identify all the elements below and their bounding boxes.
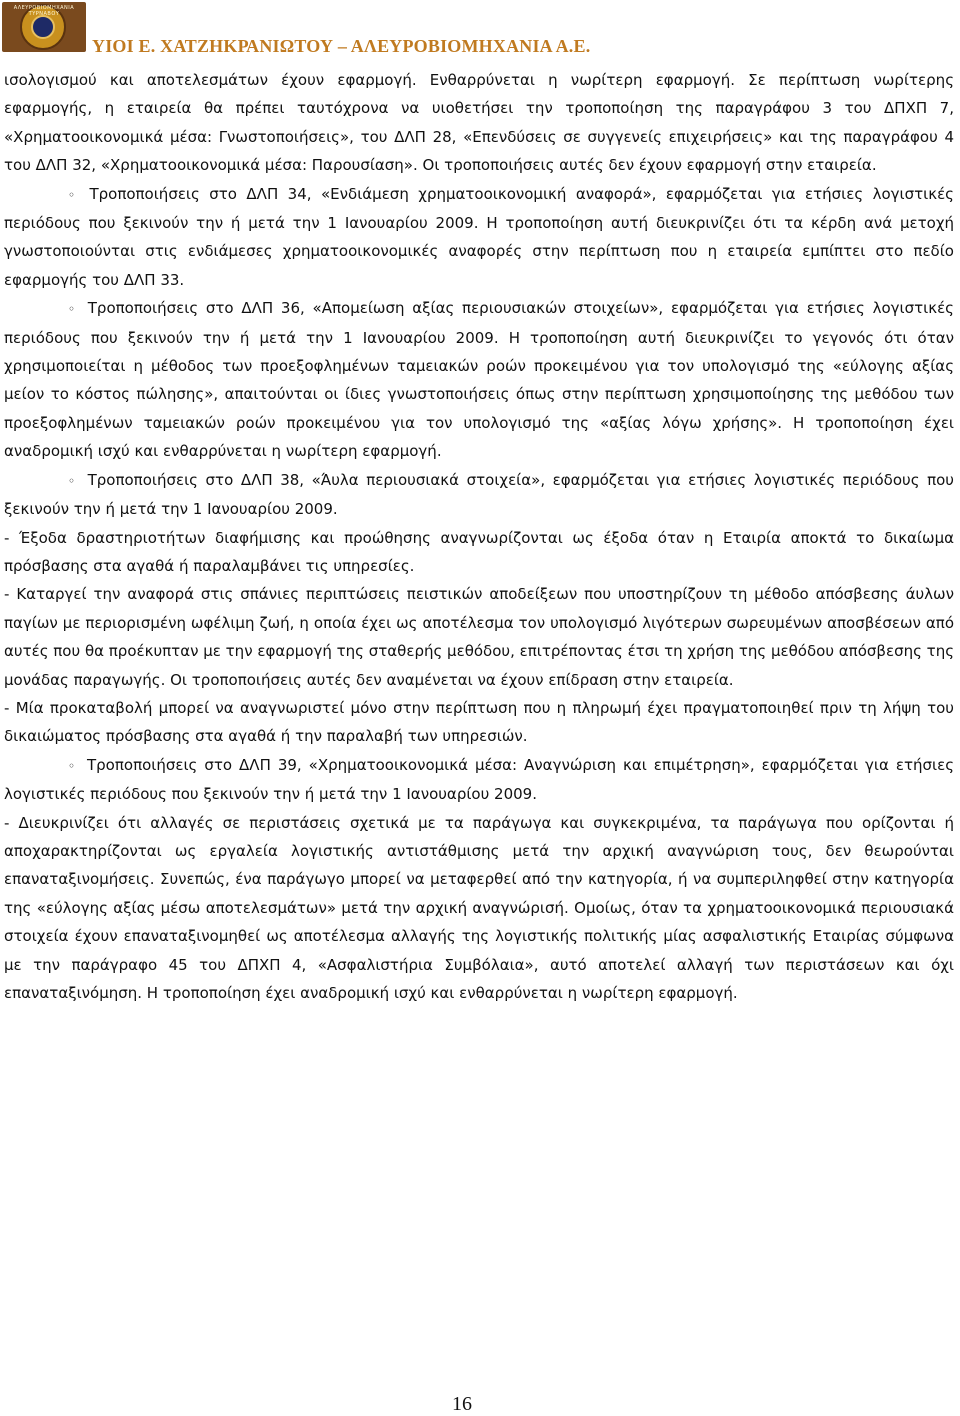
bullet-icon: ◦ [68, 302, 76, 317]
dash-paragraph: - Μία προκαταβολή μπορεί να αναγνωριστεί μόνο στην περίπτωση που η πληρωμή έχει πραγματοποιηθεί πριν τη λήψη του δικαιώματος πρόσβασης στα αγαθά ή την παραλαβή των υπηρεσιών. [4, 698, 954, 746]
paragraph-text: Τροποποιήσεις στο ΔΛΠ 39, «Χρηματοοικονομικά μέσα: Αναγνώριση και επιμέτρηση», εφαρμόζεται για ετήσιες λογιστικές περιόδους που ξεκινούν την ή μετά την 1 Ιανουαρίου 2009. [4, 755, 954, 804]
document-body [4, 66, 954, 1007]
dash-paragraph: - Διευκρινίζει ότι αλλαγές σε περιστάσεις σχετικά με τα παράγωγα και συγκεκριμένα, τα παράγωγα που ορίζονται ή αποχαρακτηρίζονται ως εργαλεία λογιστικής αντιστάθμισης μετά την αρχική αναγνώριση τους, δεν θεωρούνται επαναταξινομήσεις. Συνεπώς, ένα παράγωγο μπορεί να μεταφερθεί από την κατηγορία, ή να συμπεριληφθεί στην κατηγορία της «εύλογης αξίας μέσω αποτελεσμάτων» μετά την αρχική αναγνώρισή. Ομοίως, όταν τα χρηματοοικονομικά περιουσιακά στοιχεία έχουν επαναταξινομηθεί ως αποτέλεσμα αλλαγής της λογιστικής πολιτικής μίας ασφαλιστικής Εταιρίας σύμφωνα με την παράγραφο 45 του ΔΠΧΠ 4, «Ασφαλιστήρια Συμβόλαια», αυτό αποτελεί αλλαγή των περιστάσεων και όχι επαναταξινόμηση. Η τροποποίηση έχει αναδρομική ισχύ και ενθαρρύνεται η νωρίτερη εφαρμογή. [4, 813, 954, 1002]
bullet-icon: ◦ [68, 473, 76, 488]
bullet-icon: ◦ [68, 187, 76, 202]
logo-text: ΑΛΕΥΡΟΒΙΟΜΗΧΑΝΙΑ ΤΥΡΝΑΒΟΥ [13, 5, 75, 17]
bullet-paragraph [4, 294, 954, 465]
company-logo [2, 2, 86, 52]
dash-paragraph: - Καταργεί την αναφορά στις σπάνιες περιπτώσεις πειστικών αποδείξεων που υποστηρίζουν τη μέθοδο απόσβεσης άυλων παγίων με περιορισμένη ωφέλιμη ζωή, η οποία έχει ως αποτέλεσμα τον υπολογισμό λιγότερων σωρευμένων αποσβέσεων από αυτές που θα προέκυπταν με την εφαρμογή της σταθερής μεθόδου, επιτρέποντας έτσι τη χρήση της μεθόδου απόσβεσης της μονάδας παραγωγής. Οι τροποποιήσεις αυτές δεν αναμένεται να έχουν επίδραση στην εταιρεία. [4, 585, 954, 689]
paragraph: ισολογισμού και αποτελεσμάτων έχουν εφαρμογή. Ενθαρρύνεται η νωρίτερη εφαρμογή. Σε περίπτωση νωρίτερης εφαρμογής, η εταιρεία θα πρέπει ταυτόχρονα να υιοθετήσει την τροποποίηση της παραγράφου 3 του ΔΠΧΠ 7, «Χρηματοοικονομικά μέσα: Γνωστοποιήσεις», του ΔΛΠ 28, «Επενδύσεις σε συγγενείς επιχειρήσεις» και της παραγράφου 4 του ΔΛΠ 32, «Χρηματοοικονομικά μέσα: Παρουσίαση». Οι τροποποιήσεις αυτές δεν έχουν εφαρμογή στην εταιρεία. [4, 71, 954, 175]
bullet-paragraph [4, 180, 954, 295]
bullet-paragraph [4, 751, 954, 809]
paragraph-text: Τροποποιήσεις στο ΔΛΠ 34, «Ενδιάμεση χρηματοοικονομική αναφορά», εφαρμόζεται για ετήσιες λογιστικές περιόδους που ξεκινούν την ή μετά την 1 Ιανουαρίου 2009. Η τροποποίηση αυτή διευκρινίζει ότι τα κέρδη ανά μετοχή γνωστοποιούνται στις ενδιάμεσες χρηματοοικονομικές αναφορές στην περίπτωση που η εταιρεία εμπίπτει στο πεδίο εφαρμογής του ΔΛΠ 33. [4, 184, 954, 289]
paragraph-text: Τροποποιήσεις στο ΔΛΠ 36, «Απομείωση αξίας περιουσιακών στοιχείων», εφαρμόζεται για ετήσιες λογιστικές περιόδους που ξεκινούν την ή μετά την 1 Ιανουαρίου 2009. Η τροποποίηση αυτή διευκρινίζει το γεγονός ότι όταν χρησιμοποιείται η μέθοδος των προεξοφλημένων ταμειακών ροών προκειμένου για τον υπολογισμό της «εύλογης αξίας μείον το κόστος πώλησης», απαιτούνται οι ίδιες γνωστοποιήσεις όπως στην περίπτωση χρησιμοποίησης της μεθόδου των προεξοφλημένων ταμειακών ροών προκειμένου για τον υπολογισμό της «αξίας λόγω χρήσης». Η τροποποίηση έχει αναδρομική ισχύ και ενθαρρύνεται η νωρίτερη εφαρμογή. [4, 299, 954, 461]
paragraph-text: Τροποποιήσεις στο ΔΛΠ 38, «Άυλα περιουσιακά στοιχεία», εφαρμόζεται για ετήσιες λογιστικές περιόδους που ξεκινούν την ή μετά την 1 Ιανουαρίου 2009. [4, 470, 954, 519]
bullet-icon: ◦ [68, 758, 76, 773]
page-number: 16 [452, 1393, 472, 1415]
logo-emblem-icon [31, 15, 55, 39]
dash-paragraph: - Έξοδα δραστηριοτήτων διαφήμισης και προώθησης αναγνωρίζονται ως έξοδα όταν η Εταιρία αποκτά το δικαίωμα πρόσβασης στα αγαθά ή παραλαμβάνει τις υπηρεσίες. [4, 528, 954, 575]
company-header: ΥΙΟΙ Ε. ΧΑΤΖΗΚΡΑΝΙΩΤΟΥ – ΑΛΕΥΡΟΒΙΟΜΗΧΑΝΙΑ Α.Ε. [92, 36, 591, 56]
bullet-paragraph [4, 466, 954, 524]
